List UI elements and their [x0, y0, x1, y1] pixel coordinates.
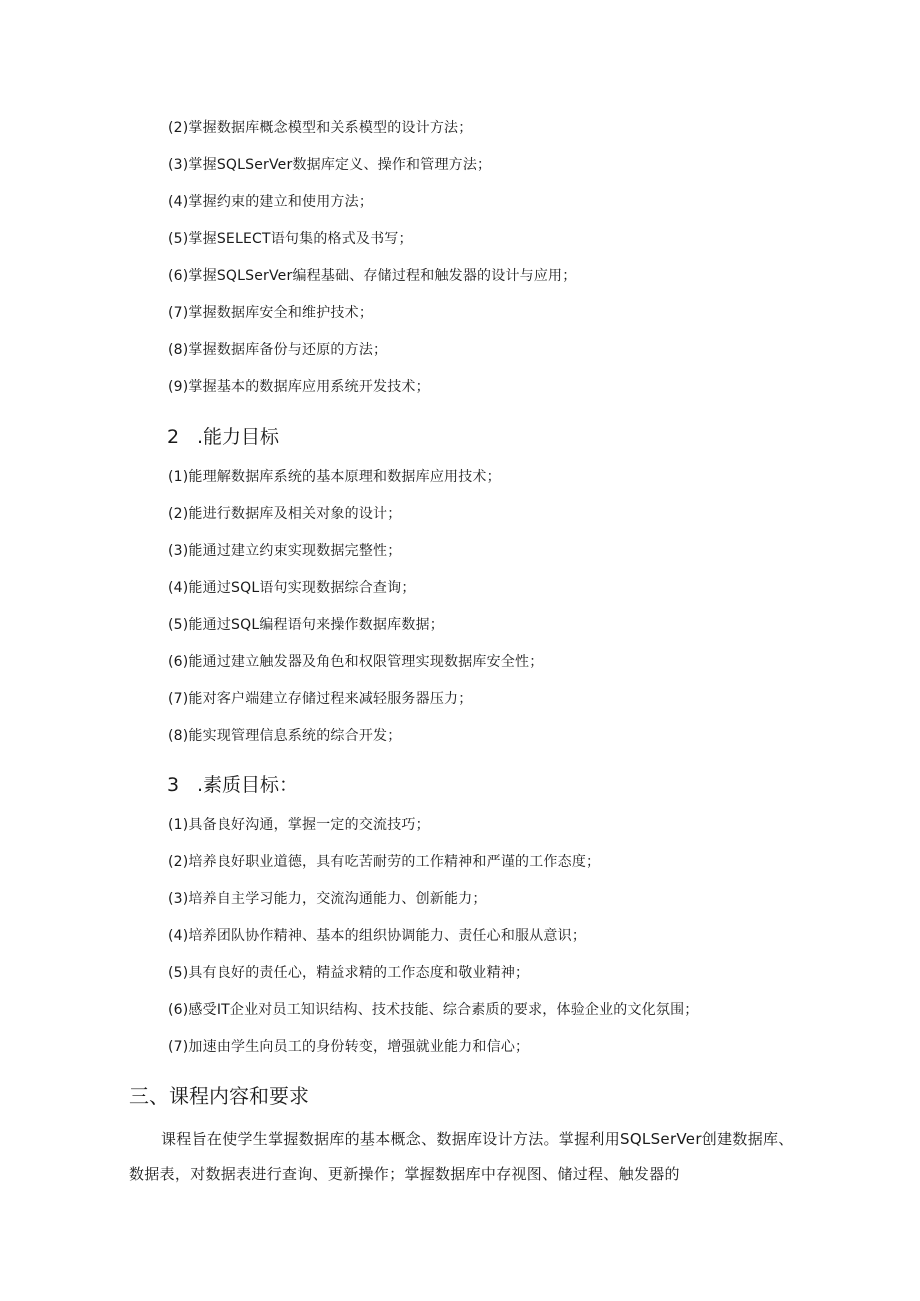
knowledge-item-3: (3)掌握SQLSerVer数据库定义、操作和管理方法； — [168, 157, 492, 173]
knowledge-item-6: (6)掌握SQLSerVer编程基础、存储过程和触发器的设计与应用； — [168, 268, 577, 284]
quality-item-3: (3)培养自主学习能力，交流沟通能力、创新能力； — [168, 891, 487, 907]
ability-item-4: (4)能通过SQL语句实现数据综合查询； — [168, 580, 416, 596]
course-paragraph-line-2: 数据表，对数据表进行查询、更新操作；掌握数据库中存视图、储过程、触发器的 — [129, 1165, 680, 1183]
quality-item-6: (6)感受IT企业对员工知识结构、技术技能、综合素质的要求，体验企业的文化氛围； — [168, 1002, 699, 1018]
course-paragraph-line-1: 课程旨在使学生掌握数据库的基本概念、数据库设计方法。掌握利用SQLSerVer创建数据库、 — [161, 1130, 794, 1148]
section-heading-course-content: 三、课程内容和要求 — [129, 1084, 309, 1108]
ability-heading-number: 2 — [167, 426, 180, 448]
quality-heading — [167, 772, 298, 798]
ability-item-8: (8)能实现管理信息系统的综合开发； — [168, 728, 402, 744]
quality-item-7: (7)加速由学生向员工的身份转变，增强就业能力和信心； — [168, 1039, 530, 1055]
ability-item-6: (6)能通过建立触发器及角色和权限管理实现数据库安全性； — [168, 654, 544, 670]
knowledge-item-8: (8)掌握数据库备份与还原的方法； — [168, 342, 388, 358]
knowledge-item-7: (7)掌握数据库安全和维护技术； — [168, 305, 374, 321]
knowledge-item-5: (5)掌握SELECT语句集的格式及书写； — [168, 231, 413, 247]
ability-heading — [167, 424, 279, 450]
ability-item-1: (1)能理解数据库系统的基本原理和数据库应用技术； — [168, 469, 501, 485]
ability-item-5: (5)能通过SQL编程语句来操作数据库数据； — [168, 617, 444, 633]
ability-item-3: (3)能通过建立约束实现数据完整性； — [168, 543, 402, 559]
quality-item-1: (1)具备良好沟通，掌握一定的交流技巧； — [168, 817, 430, 833]
quality-item-4: (4)培养团队协作精神、基本的组织协调能力、责任心和服从意识； — [168, 928, 587, 944]
knowledge-item-2: (2)掌握数据库概念模型和关系模型的设计方法； — [168, 120, 473, 136]
ability-item-2: (2)能进行数据库及相关对象的设计； — [168, 506, 402, 522]
knowledge-item-9: (9)掌握基本的数据库应用系统开发技术； — [168, 379, 430, 395]
ability-item-7: (7)能对客户端建立存储过程来减轻服务器压力； — [168, 691, 473, 707]
knowledge-item-4: (4)掌握约束的建立和使用方法； — [168, 194, 374, 210]
quality-item-2: (2)培养良好职业道德，具有吃苦耐劳的工作精神和严谨的工作态度； — [168, 854, 601, 870]
quality-heading-title: .素质目标： — [197, 774, 299, 796]
quality-heading-number: 3 — [167, 774, 180, 796]
quality-item-5: (5)具有良好的责任心，精益求精的工作态度和敬业精神； — [168, 965, 530, 981]
ability-heading-title: .能力目标 — [197, 426, 280, 448]
